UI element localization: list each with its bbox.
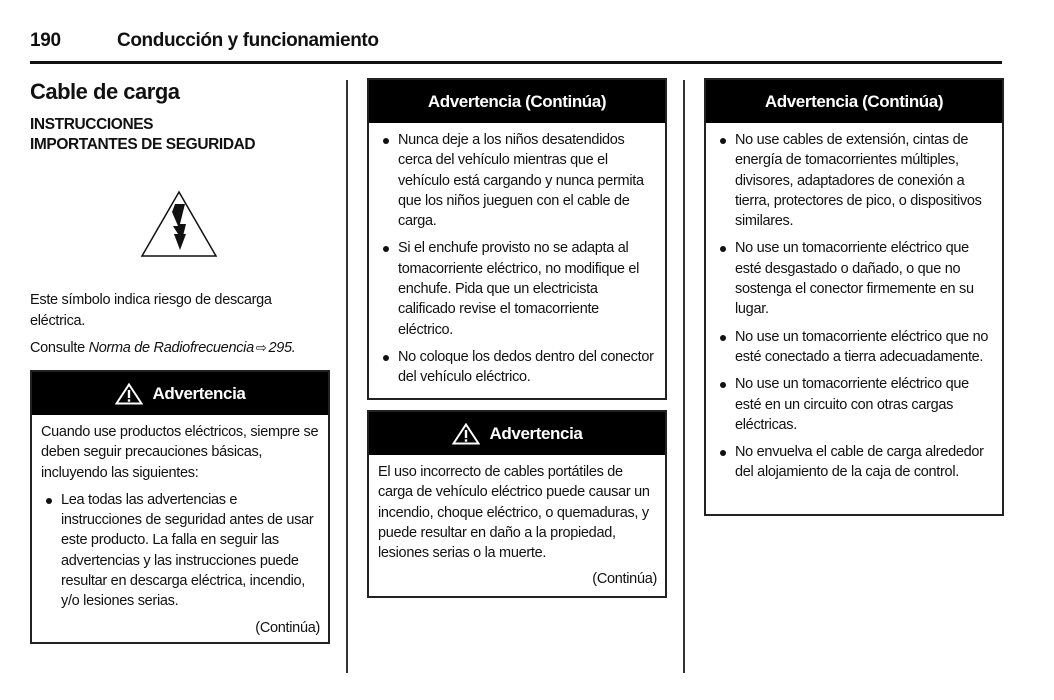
warning-header bbox=[369, 80, 665, 123]
warning-list bbox=[378, 130, 657, 388]
warning-item: No use un tomacorriente eléctrico que esté en un circuito con otras cargas eléctricas. bbox=[715, 374, 994, 435]
continues-label: (Continúa) bbox=[592, 571, 657, 588]
warning-item: No envuelva el cable de carga alrededor del alojamiento de la caja de control. bbox=[715, 442, 994, 483]
warning-item: Si el enchufe provisto no se adapta al tomacorriente eléctrico, no modifique el enchufe. Pida que un electricista calificado revise el tomacorriente eléctrico. bbox=[378, 238, 657, 339]
warning-box-continued bbox=[704, 78, 1004, 516]
continues-label: (Continúa) bbox=[255, 619, 320, 636]
warning-item: No coloque los dedos dentro del conector del vehículo eléctrico. bbox=[378, 347, 657, 388]
warning-title: Advertencia bbox=[489, 423, 583, 443]
column-divider bbox=[346, 80, 348, 673]
electric-shock-warning-icon bbox=[140, 190, 218, 258]
warning-header bbox=[369, 412, 665, 455]
warning-title: Advertencia (Continúa) bbox=[427, 91, 607, 111]
column-divider bbox=[683, 80, 685, 673]
warning-item: No use un tomacorriente eléctrico que no esté conectado a tierra adecuadamente. bbox=[715, 327, 994, 368]
warning-body bbox=[706, 123, 1002, 491]
warning-title: Advertencia bbox=[152, 383, 246, 403]
warning-list bbox=[715, 130, 994, 483]
warning-body bbox=[369, 455, 665, 598]
reference-page[interactable]: 295. bbox=[268, 340, 296, 356]
reference-link[interactable]: Norma de Radiofrecuencia bbox=[88, 340, 254, 356]
page-number: 190 bbox=[30, 30, 61, 51]
warning-title: Advertencia (Continúa) bbox=[764, 91, 944, 111]
page-heading: Cable de carga bbox=[30, 79, 180, 104]
warning-box bbox=[30, 370, 330, 644]
warning-box bbox=[367, 410, 667, 598]
warning-intro: El uso incorrecto de cables portátiles de carga de vehículo eléctrico puede causar un incendio, choque eléctrico, o quemaduras, y puede resultar en daño a la propiedad, lesiones serias o la muerte. bbox=[378, 464, 650, 562]
symbol-description: Este símbolo indica riesgo de descarga eléctrica. bbox=[30, 292, 272, 329]
warning-header bbox=[32, 372, 328, 415]
warning-box-continued bbox=[367, 78, 667, 400]
warning-triangle-icon bbox=[452, 423, 480, 445]
warning-item: Lea todas las advertencias e instrucciones de seguridad antes de usar este producto. La falla en seguir las advertencias y las instrucciones puede resultar en descarga eléctrica, incendio, y/o lesiones serias. bbox=[41, 490, 320, 612]
warning-item: No use cables de extensión, cintas de energía de tomacorrientes múltiples, divisores, adaptadores de conexión a tierra, protectores de pico, o dispositivos similares. bbox=[715, 130, 994, 231]
header-rule bbox=[30, 61, 1002, 64]
warning-body bbox=[369, 123, 665, 396]
warning-header bbox=[706, 80, 1002, 123]
reference-line bbox=[30, 338, 330, 359]
section-title: Conducción y funcionamiento bbox=[117, 30, 379, 51]
warning-intro: Cuando use productos eléctricos, siempre se deben seguir precauciones básicas, incluyendo las siguientes: bbox=[41, 424, 319, 481]
safety-subheading: INSTRUCCIONES IMPORTANTES DE SEGURIDAD bbox=[30, 116, 256, 153]
column-1 bbox=[30, 78, 330, 356]
warning-list bbox=[41, 490, 320, 612]
warning-body bbox=[32, 415, 328, 646]
reference-prefix: Consulte bbox=[30, 340, 89, 356]
warning-item: No use un tomacorriente eléctrico que esté desgastado o dañado, o que no sostenga el conector firmemente en su lugar. bbox=[715, 238, 994, 319]
arrow-right-icon: ⇨ bbox=[255, 340, 267, 355]
warning-triangle-icon bbox=[115, 383, 143, 405]
warning-item: Nunca deje a los niños desatendidos cerca del vehículo mientras que el vehículo está cargando y nunca permita que los niños jueguen con el cable de carga. bbox=[378, 130, 657, 231]
